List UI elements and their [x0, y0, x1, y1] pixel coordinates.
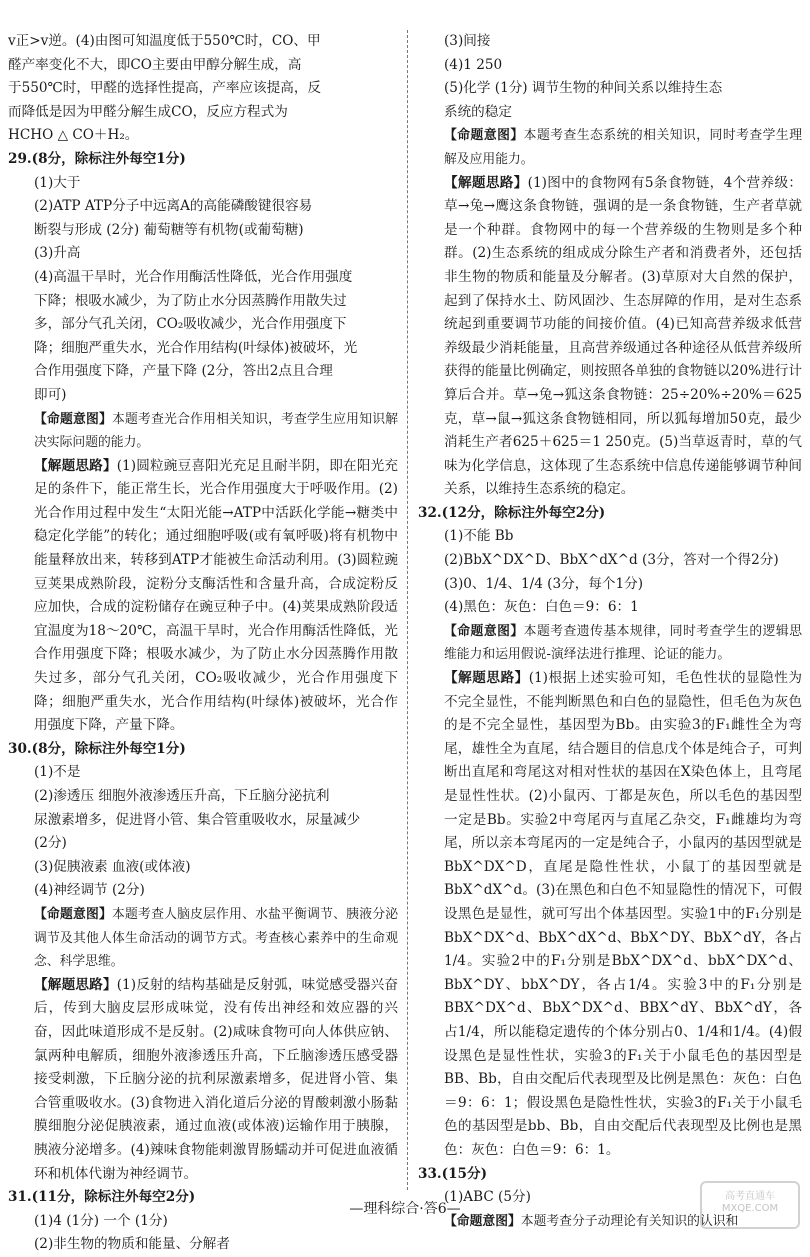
right-column — [418, 30, 802, 1233]
q30-intent — [34, 903, 398, 974]
intent-text: 本题考查生态系统的相关知识，同时考查学生理解及应用能力。 — [444, 128, 803, 167]
q30-answer: (3)促胰液素 血液(或体液) — [34, 858, 191, 875]
q31-idea — [444, 172, 802, 502]
q31-intent — [444, 124, 802, 171]
idea-tag: 【解题思路】 — [444, 174, 528, 191]
intro-line: 醛产率变化不大，即CO主要由甲醇分解生成，高 — [8, 56, 302, 73]
q31-heading: 31.(11分，除标注外每空2分) — [8, 1189, 196, 1206]
q31-answer: 系统的稳定 — [444, 103, 512, 120]
q32-idea — [444, 667, 802, 1162]
q29-answer: 多，部分气孔关闭，CO₂吸收减少，光合作用强度下 — [34, 316, 347, 333]
left-column — [8, 30, 398, 1257]
reaction-equation: HCHO △ CO＋H₂。 — [8, 127, 139, 144]
q32-answer: (4)黑色：灰色：白色＝9：6：1 — [444, 599, 639, 616]
intent-text: 本题考查分子动理论有关知识的认识和 — [520, 1213, 739, 1229]
q30-answer: 尿激素增多，促进肾小管、集合管重吸收水，尿量减少 — [34, 811, 361, 828]
q30-answer: (2分) — [34, 835, 67, 852]
intro-line: 于550℃时，甲醛的选择性提高，产率应该提高，反 — [8, 80, 322, 97]
q33-heading: 33.(15分) — [418, 1165, 488, 1182]
intent-text: 本题考查遗传基本规律，同时考查学生的逻辑思维能力和运用假说-演绎法进行推理、论证的能力。 — [444, 623, 803, 663]
idea-text: (1)根据上述实验可知，毛色性状的显隐性为不完全显性，不能判断黑色和白色的显隐性，但毛色为灰色的是不完全显性，基因型为Bb。由实验3的F₁雌性全为弯尾，雄性全为直尾，结合题目的信息戊个体是纯合子，可判断出直尾和弯尾这对相对性状的基因在X染色体上，且弯尾是显性性状。(2)小鼠丙、丁都是灰色，所以毛色的基因型一定是Bb。实验2中弯尾丙与直尾乙杂交，F₁雌雄均为弯尾，所以亲本弯尾丙的一定是纯合子，小鼠丙的基因型就是BbX^DX^D，直尾是隐性性状，小鼠丁的基因型就是BbX^dX^d。(3)在黑色和白色不知显隐性的情况下，可假设黑色是显性，就可写出个体基因型。实验1中的F₁分别是BbX^DX^d、BbX^dX^d、BbX^DY、BbX^dY，各占1/4。实验2中的F₁分别是BbX^DX^d、bbX^DX^d、BbX^DY、bbX^DY，各占1/4。实验3中的F₁分别是BBX^DX^d、BbX^DX^d、BBX^dY、BbX^dY，各占1/4，所以能稳定遗传的个体分别占0、1/4和1/4。(4)假设黑色是显性性状，实验3的F₁关于小鼠毛色的基因型是BB、Bb，自由交配后代表现型及比例是黑色：灰色：白色＝9：6：1；假设黑色是隐性性状，实验3的F₁关于小鼠毛色的基因型是bb、Bb，自由交配后代表现型及比例也是黑色：灰色：白色＝9：6：1。 — [444, 670, 802, 1158]
q29-heading: 29.(8分，除标注外每空1分) — [8, 150, 186, 167]
q29-intent — [34, 408, 398, 455]
q32-answer: (1)不能 Bb — [444, 528, 514, 545]
q29-answer: 断裂与形成 (2分) 葡萄糖等有机物(或葡萄糖) — [34, 221, 304, 238]
q29-answer: 下降；根吸水减少，为了防止水分因蒸腾作用散失过 — [34, 292, 347, 309]
idea-tag: 【解题思路】 — [34, 976, 117, 993]
site-logo — [700, 1181, 800, 1229]
q29-answer: 降；细胞严重失水，光合作用结构(叶绿体)被破坏，光 — [34, 339, 358, 356]
intro-line: v正>v逆。(4)由图可知温度低于550℃时，CO、甲 — [8, 33, 321, 49]
q32-intent — [444, 620, 802, 667]
intent-tag: 【命题意图】 — [34, 411, 113, 427]
q29-idea — [34, 455, 398, 738]
q30-heading: 30.(8分，除标注外每空1分) — [8, 740, 186, 757]
logo-text: MXQE.COM — [721, 1203, 779, 1214]
column-divider — [407, 30, 408, 1190]
q29-answer: (2)ATP ATP分子中远离A的高能磷酸键很容易 — [34, 198, 313, 215]
q30-idea — [34, 974, 398, 1186]
q31-answer: (5)化学 (1分) 调节生物的种间关系以维持生态 — [444, 80, 723, 97]
intent-text: 本题考查光合作用相关知识，考查学生应用知识解决实际问题的能力。 — [34, 411, 399, 451]
intent-text: 本题考查人脑皮层作用、水盐平衡调节、胰液分泌调节及其他人体生命活动的调节方式。考查核心素养中的生命观念、科学思维。 — [34, 906, 399, 970]
intent-tag: 【命题意图】 — [444, 1213, 521, 1229]
q31-answer: (4)1 250 — [444, 56, 503, 73]
q31-answer: (1)4 (1分) 一个 (1分) — [34, 1212, 168, 1229]
q29-answer: (1)大于 — [34, 174, 81, 191]
page-footer: —理科综合·答6— — [349, 1201, 461, 1217]
idea-tag: 【解题思路】 — [34, 457, 117, 474]
idea-text: (1)反射的结构基础是反射弧，味觉感受器兴奋后，传到大脑皮层形成味觉，没有传出神经和效应器的兴奋，因此味道形成不是反射。(2)咸味食物可向人体供应钠、氯两种电解质，细胞外液渗透压升高，下丘脑渗透压感受器接受刺激，下丘脑分泌的抗利尿激素增多，促进肾小管、集合管重吸收水。(3)食物进入消化道后分泌的胃酸刺激小肠黏膜细胞分泌促胰液素，通过血液(或体液)运输作用于胰腺，胰液分泌增多。(4)辣味食物能刺激胃肠蠕动并可促进血液循环和机体代谢为神经调节。 — [34, 976, 399, 1182]
q29-answer: 即可) — [34, 386, 67, 403]
q32-answer: (3)0、1/4、1/4 (3分，每个1分) — [444, 575, 644, 592]
q29-answer: 合作用强度下降，产量下降 (2分，答出2点且合理 — [34, 363, 333, 380]
q32-answer: (2)BbX^DX^D、BbX^dX^d (3分，答对一个得2分) — [444, 552, 779, 569]
q31-answer: (2)非生物的物质和能量、分解者 — [34, 1236, 230, 1253]
logo-text: 高考直通车 — [725, 1191, 775, 1202]
idea-tag: 【解题思路】 — [444, 670, 529, 687]
intro-line: 而降低是因为甲醛分解生成CO，反应方程式为 — [8, 103, 288, 120]
intent-tag: 【命题意图】 — [444, 623, 524, 639]
q30-answer: (4)神经调节 (2分) — [34, 882, 145, 899]
q29-answer: (4)高温干旱时，光合作用酶活性降低，光合作用强度 — [34, 268, 353, 285]
idea-text: (1)图中的食物网有5条食物链，4个营养级：草→兔→鹰这条食物链，强调的是一条食物链，生产者草就是一个种群。食物网中的每一个营养级的生物则是多个种群。(2)生态系统的组成成分除生产者和消费者外，还包括非生物的物质和能量及分解者。(3)草原对大自然的保护，起到了保持水土、防风固沙、生态屏障的作用，是对生态系统起到重要调节功能的间接价值。(4)已知高营养级求低营养级最少消耗能量，且高营养级通过各种途径从低营养级所获得的能量比例确定，则按照各单独的食物链以20%进行计算后合并。草→兔→狐这条食物链：25÷20%÷20%＝625克，草→鼠→狐这条食物链相同，所以狐每增加50克，最少消耗生产者625＋625＝1 250克。(5)当草返青时，草的气味为化学信息，这体现了生态系统中信息传递能够调节种间关系，以维持生态系统的稳定。 — [444, 174, 802, 498]
intent-tag: 【命题意图】 — [444, 128, 524, 144]
q33-answer: (1)ABC (5分) — [444, 1189, 531, 1206]
q29-answer: (3)升高 — [34, 245, 81, 262]
q30-answer: (1)不是 — [34, 764, 81, 781]
idea-text: (1)圆粒豌豆喜阳光充足且耐半阴，即在阳光充足的条件下，能正常生长，光合作用强度大于呼吸作用。(2)光合作用过程中发生“太阳光能→ATP中活跃化学能→糖类中稳定化学能”的转化；通过细胞呼吸(或有氧呼吸)将有机物中能量释放出来，转移到ATP才能被生命活动利用。(3)圆粒豌豆荚果成熟阶段，淀粉分支酶活性和含量升高，合成淀粉反应加快，合成的淀粉储存在豌豆种子中。(4)荚果成熟阶段适宜温度为18～20℃，高温干旱时，光合作用酶活性降低，光合作用强度下降；根吸水减少，为了防止水分因蒸腾作用散失过多，部分气孔关闭，CO₂吸收减少，光合作用强度下降；细胞严重失水，光合作用结构(叶绿体)被破坏，光合作用强度下降，产量下降。 — [34, 457, 399, 734]
q30-answer: (2)渗透压 细胞外液渗透压升高，下丘脑分泌抗利 — [34, 788, 330, 804]
intent-tag: 【命题意图】 — [34, 906, 113, 922]
q31-answer: (3)间接 — [444, 33, 491, 49]
q32-heading: 32.(12分，除标注外每空2分) — [418, 504, 606, 521]
